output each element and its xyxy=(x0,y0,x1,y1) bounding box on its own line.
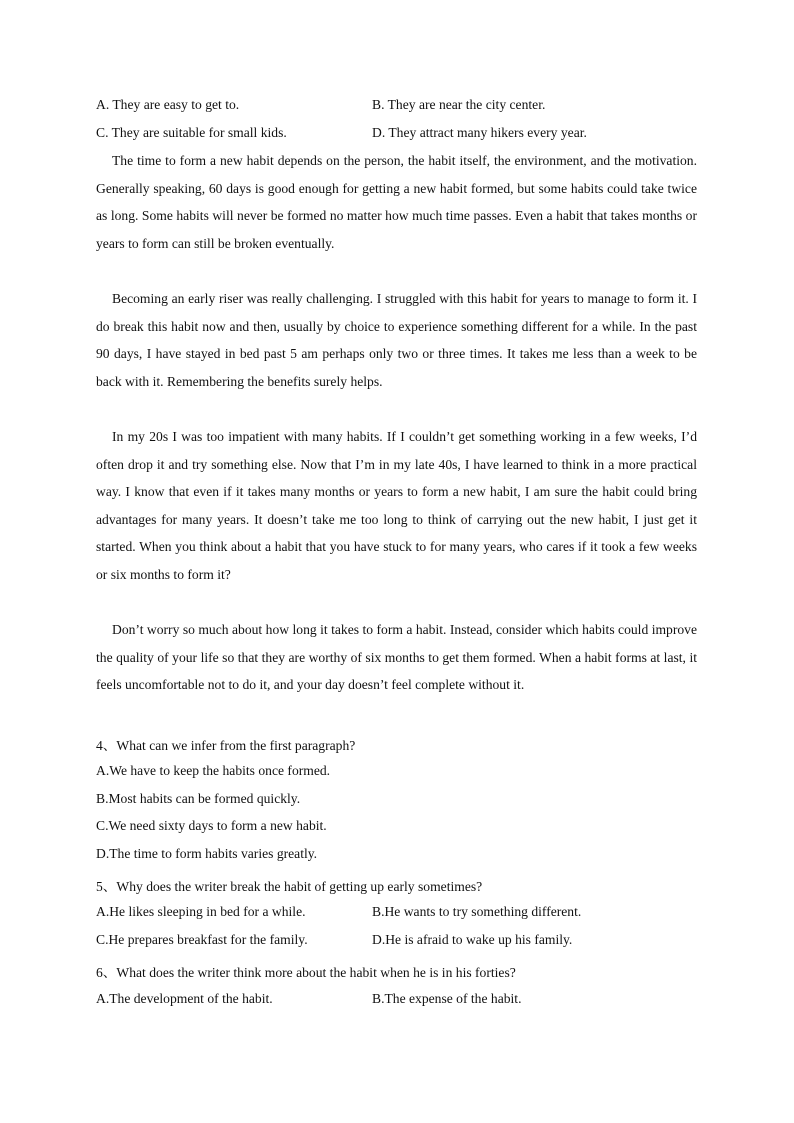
question-5-option-b: B.He wants to try something different. xyxy=(372,904,582,919)
question-5-option-c: C.He prepares breakfast for the family. xyxy=(96,932,308,947)
prev-option-c: C. They are suitable for small kids. xyxy=(96,125,287,140)
question-5-option-d: D.He is afraid to wake up his family. xyxy=(372,932,573,947)
question-4-option-d: D.The time to form habits varies greatly. xyxy=(96,846,318,861)
question-5-option-a: A.He likes sleeping in bed for a while. xyxy=(96,904,306,919)
question-4-option-c: C.We need sixty days to form a new habit. xyxy=(96,818,327,833)
passage-paragraph-1: The time to form a new habit depends on the person, the habit itself, the environment, and the motivation. Generally speaking, 60 days is good enough for getting a new habit formed, but some habits could take twice as long. Some habits will never be formed no matter how much time passes. Even a habit that takes months or years to form can still be broken eventually. xyxy=(96,153,697,251)
passage-paragraph-3: In my 20s I was too impatient with many habits. If I couldn’t get something working in a few weeks, I’d often drop it and try something else. Now that I’m in my late 40s, I have learned to think in a more practical way. I know that even if it takes many months or years to form a new habit, I am sure the habit could bring advantages for many years. It doesn’t take me too long to think of carrying out the new habit, I just get it started. When you think about a habit that you have stuck to for many years, who cares if it took a few weeks or six months to form it? xyxy=(96,429,697,582)
prev-option-b: B. They are near the city center. xyxy=(372,97,546,112)
question-4-option-a: A.We have to keep the habits once formed. xyxy=(96,763,331,778)
passage-paragraph-2: Becoming an early riser was really challenging. I struggled with this habit for years to manage to form it. I do break this habit now and then, usually by choice to experience something different for a while. In the past 90 days, I have stayed in bed past 5 am perhaps only two or three times. It takes me less than a week to be back with it. Remembering the benefits surely helps. xyxy=(96,291,697,389)
question-5-stem: 5、Why does the writer break the habit of getting up early sometimes? xyxy=(96,879,483,894)
question-6-option-a: A.The development of the habit. xyxy=(96,991,273,1006)
passage-paragraph-4: Don’t worry so much about how long it takes to form a habit. Instead, consider which habits could improve the quality of your life so that they are worthy of six months to get them formed. When a habit forms at last, it feels uncomfortable not to do it, and your day doesn’t feel complete without it. xyxy=(96,622,697,693)
question-4-option-b: B.Most habits can be formed quickly. xyxy=(96,791,301,806)
question-4-stem: 4、What can we infer from the first paragraph? xyxy=(96,738,356,753)
prev-option-d: D. They attract many hikers every year. xyxy=(372,125,587,140)
prev-option-a: A. They are easy to get to. xyxy=(96,97,240,112)
question-6-stem: 6、What does the writer think more about the habit when he is in his forties? xyxy=(96,965,516,980)
question-6-option-b: B.The expense of the habit. xyxy=(372,991,522,1006)
